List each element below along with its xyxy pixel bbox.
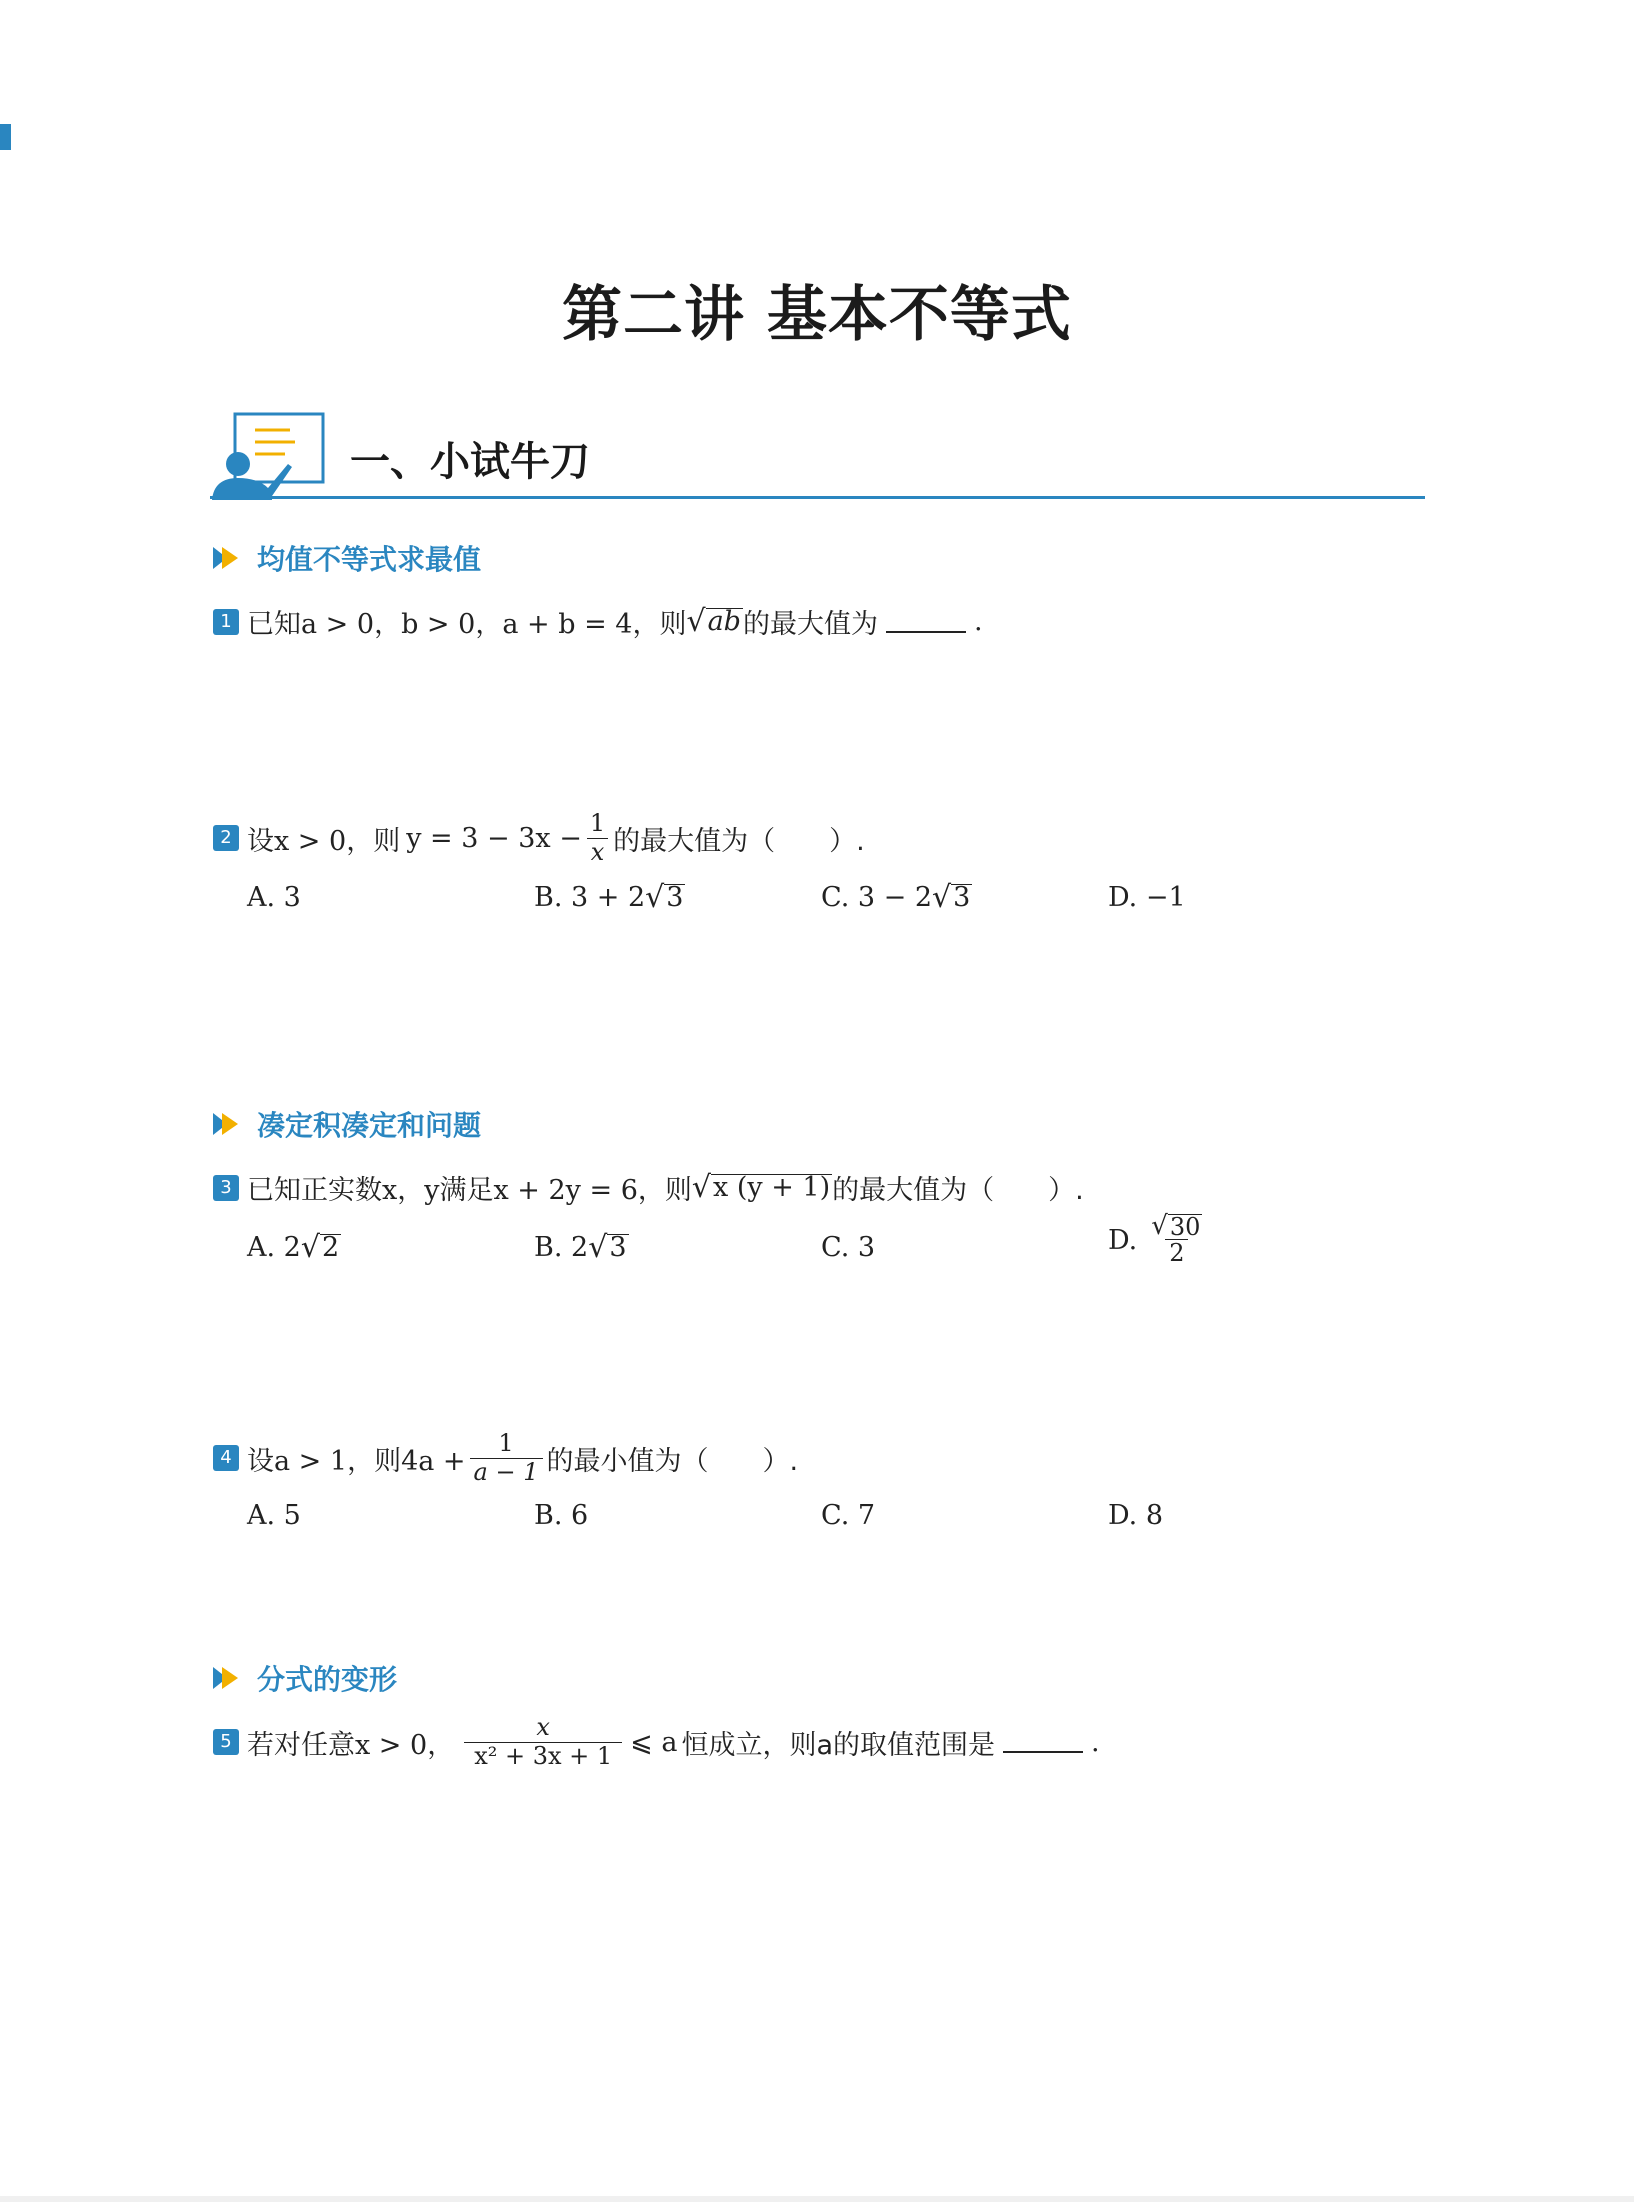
radical-icon: √ xyxy=(588,1229,608,1265)
radicand: ab xyxy=(707,605,741,637)
question-prefix: 设 xyxy=(247,825,274,857)
radical-icon: √ xyxy=(300,1229,320,1265)
question-expression: y = 3 − 3x − xyxy=(406,822,582,854)
section-divider xyxy=(210,496,1425,499)
question-condition: a > 1，则4a + xyxy=(274,1445,466,1477)
question-condition: x，y满足x + 2y = 6，则 xyxy=(382,1175,692,1206)
option-a[interactable]: A. 3 xyxy=(247,882,301,913)
fraction-numerator: 1 xyxy=(589,809,606,837)
question-1 xyxy=(213,602,983,641)
question-suffix: 的最大值为（ ）. xyxy=(832,1175,1084,1206)
question-number-badge: 3 xyxy=(213,1175,239,1201)
option-a[interactable]: A. 2 √ 2 xyxy=(247,1229,340,1265)
question-number-badge: 1 xyxy=(213,609,239,635)
play-arrow-icon xyxy=(213,547,243,569)
option-c[interactable]: C. 3 − 2 √ 3 xyxy=(821,879,971,915)
fraction xyxy=(470,1430,543,1486)
fraction xyxy=(586,810,609,866)
page-title: 第二讲 基本不等式 xyxy=(562,280,1072,350)
question-end: . xyxy=(973,606,983,637)
question-5 xyxy=(213,1714,1100,1770)
question-end: . xyxy=(1091,1726,1100,1758)
question-4 xyxy=(213,1430,798,1486)
option-d[interactable]: D. √ 30 2 xyxy=(1108,1214,1210,1268)
radicand: x (y + 1) xyxy=(713,1171,831,1203)
option-b[interactable]: B. 6 xyxy=(534,1500,589,1531)
topic-heading xyxy=(213,538,481,578)
radical-icon: √ xyxy=(691,1169,712,1205)
sqrt-expression xyxy=(686,603,743,639)
answer-blank[interactable] xyxy=(1003,1731,1083,1753)
topic-heading xyxy=(213,1104,481,1144)
teacher-board-icon xyxy=(210,412,330,502)
option-d[interactable]: D. 8 xyxy=(1108,1500,1164,1531)
question-suffix: 的最大值为 xyxy=(742,609,878,640)
play-arrow-icon xyxy=(213,1113,243,1135)
question-prefix: 已知 xyxy=(247,609,301,640)
inequality: ⩽ a xyxy=(630,1726,678,1758)
question-prefix: 设 xyxy=(247,1445,274,1477)
radical-icon: √ xyxy=(932,879,952,915)
question-prefix: 若对任意 xyxy=(247,1729,355,1761)
topic-label: 均值不等式求最值 xyxy=(257,543,482,576)
sqrt-expression xyxy=(691,1169,832,1205)
page-bottom-edge xyxy=(0,2196,1634,2202)
question-suffix: 恒成立，则a的取值范围是 xyxy=(681,1729,996,1761)
fraction-denominator: a − 1 xyxy=(470,1458,543,1487)
topic-label: 分式的变形 xyxy=(257,1663,398,1696)
option-a[interactable]: A. 5 xyxy=(247,1500,301,1531)
question-prefix: 已知正实数 xyxy=(247,1175,382,1206)
radical-icon: √ xyxy=(686,603,706,639)
question-number-badge: 2 xyxy=(213,825,239,851)
section-header xyxy=(210,412,1425,502)
question-condition: x > 0， xyxy=(355,1729,455,1761)
fraction-denominator: x xyxy=(587,838,609,867)
fraction: √ 30 2 xyxy=(1151,1211,1201,1267)
radical-icon: √ xyxy=(645,879,665,915)
option-b[interactable]: B. 3 + 2 √ 3 xyxy=(534,879,684,915)
topic-label: 凑定积凑定和问题 xyxy=(257,1109,482,1142)
question-condition: a > 0，b > 0，a + b = 4，则 xyxy=(301,609,687,640)
question-2 xyxy=(213,810,865,866)
play-arrow-icon xyxy=(213,1667,243,1689)
question-suffix: 的最大值为（ ）. xyxy=(613,825,865,857)
fraction xyxy=(464,1714,622,1770)
topic-heading xyxy=(213,1658,397,1698)
fraction-numerator: x xyxy=(536,1713,550,1741)
question-suffix: 的最小值为（ ）. xyxy=(546,1445,799,1477)
answer-blank[interactable] xyxy=(886,611,966,633)
option-c[interactable]: C. 7 xyxy=(821,1500,876,1531)
section-title: 一、小试牛刀 xyxy=(350,439,590,485)
fraction-denominator: x² + 3x + 1 xyxy=(464,1742,622,1771)
page-corner-marker xyxy=(0,124,11,150)
question-number-badge: 4 xyxy=(213,1445,239,1471)
question-number-badge: 5 xyxy=(213,1729,239,1755)
option-d[interactable]: D. −1 xyxy=(1108,882,1186,913)
question-condition: x > 0，则 xyxy=(274,825,401,857)
question-3 xyxy=(213,1168,1084,1207)
fraction-numerator: 1 xyxy=(498,1429,514,1457)
option-b[interactable]: B. 2 √ 3 xyxy=(534,1229,627,1265)
option-c[interactable]: C. 3 xyxy=(821,1232,876,1263)
